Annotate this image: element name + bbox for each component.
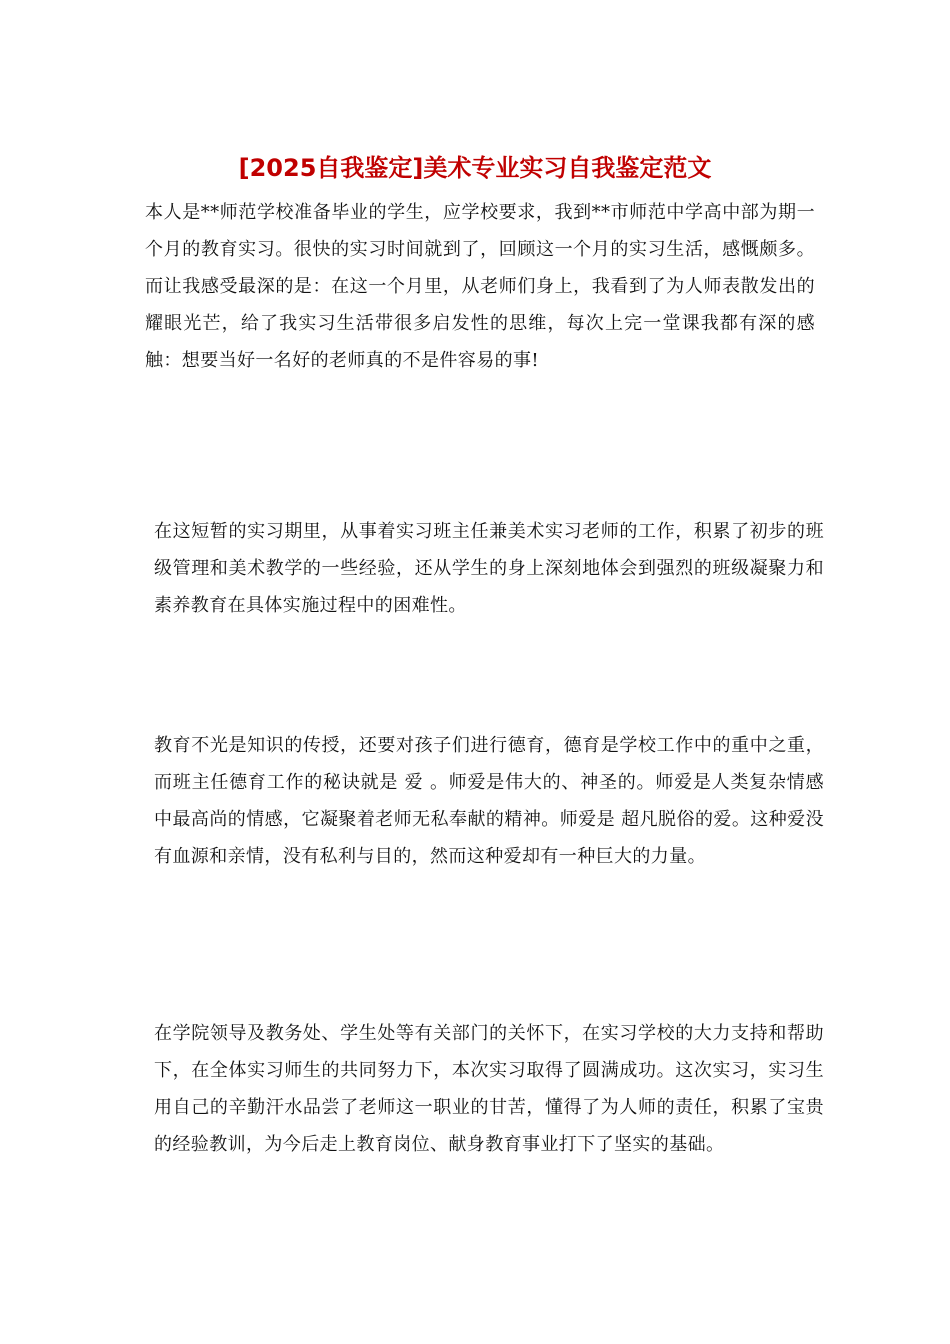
paragraph-4: 在学院领导及教务处、学生处等有关部门的关怀下，在实习学校的大力支持和帮助下，在全体实习师生的共同努力下，本次实习取得了圆满成功。这次实习，实习生用自己的辛勤汗水品尝了老师这一职业的甘苦，懂得了为人师的责任，积累了宝贵的经验教训，为今后走上教育岗位、献身教育事业打下了坚实的基础。 <box>154 1023 824 1155</box>
paragraph-2: 在这短暂的实习期里，从事着实习班主任兼美术实习老师的工作，积累了初步的班级管理和美术教学的一些经验，还从学生的身上深刻地体会到强烈的班级凝聚力和素养教育在具体实施过程中的困难性。 <box>154 521 824 616</box>
document-title: [2025自我鉴定]美术专业实习自我鉴定范文 <box>238 154 712 182</box>
paragraph-1: 本人是**师范学校准备毕业的学生，应学校要求，我到**市师范中学高中部为期一个月的教育实习。很快的实习时间就到了，回顾这一个月的实习生活，感慨颇多。而让我感受最深的是：在这一个月里，从老师们身上，我看到了为人师表散发出的耀眼光芒，给了我实习生活带很多启发性的思维，每次上完一堂课我都有深的感触：想要当好一名好的老师真的不是件容易的事! <box>145 202 815 371</box>
paragraph-3: 教育不光是知识的传授，还要对孩子们进行德育，德育是学校工作中的重中之重，而班主任德育工作的秘诀就是 爱 。师爱是伟大的、神圣的。师爱是人类复杂情感中最高尚的情感，它凝聚着老师无私奉献的精神。师爱是 超凡脱俗的爱。这种爱没有血源和亲情，没有私利与目的，然而这种爱却有一种巨大的力量。 <box>154 735 824 867</box>
